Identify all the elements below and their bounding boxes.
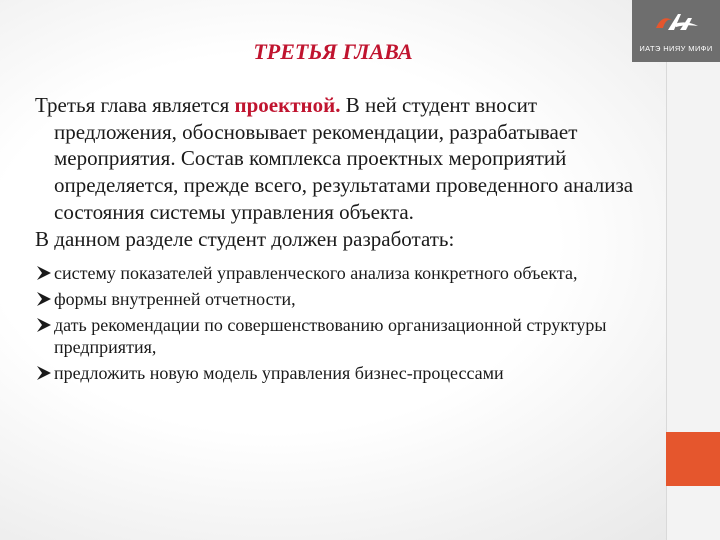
slide-content xyxy=(35,92,635,388)
highlighted-term: проектной. xyxy=(234,93,341,117)
list-item-text: формы внутренней отчетности, xyxy=(54,289,296,310)
bullet-list xyxy=(35,262,635,384)
intro-paragraph xyxy=(35,92,635,226)
list-item xyxy=(35,362,635,384)
list-item-text: систему показателей управленческого анализа конкретного объекта, xyxy=(54,263,578,284)
list-item xyxy=(35,314,635,358)
arrow-bullet-icon xyxy=(35,316,53,334)
logo-caption: ИАТЭ НИЯУ МИФИ xyxy=(639,44,713,53)
list-item xyxy=(35,288,635,310)
logo-icon xyxy=(650,8,702,38)
list-item-text: дать рекомендации по совершенствованию организационной структуры предприятия, xyxy=(54,315,607,358)
intro-text-rest: В ней студент вносит предложения, обосновывает рекомендации, разрабатывает мероприятия. Состав комплекса проектных мероприятий определяется, прежде всего, результатами проведенного анализа состояния системы управления объекта. xyxy=(54,93,634,224)
intro-text-start: Третья глава является xyxy=(35,93,235,117)
accent-block xyxy=(666,432,720,486)
list-item-text: предложить новую модель управления бизнес-процессами xyxy=(54,363,504,384)
slide-title: ТРЕТЬЯ ГЛАВА xyxy=(253,39,413,64)
arrow-bullet-icon xyxy=(35,290,53,308)
arrow-bullet-icon xyxy=(35,264,53,282)
arrow-bullet-icon xyxy=(35,364,53,382)
tasks-intro: В данном разделе студент должен разработать: xyxy=(35,226,455,251)
list-item xyxy=(35,262,635,284)
